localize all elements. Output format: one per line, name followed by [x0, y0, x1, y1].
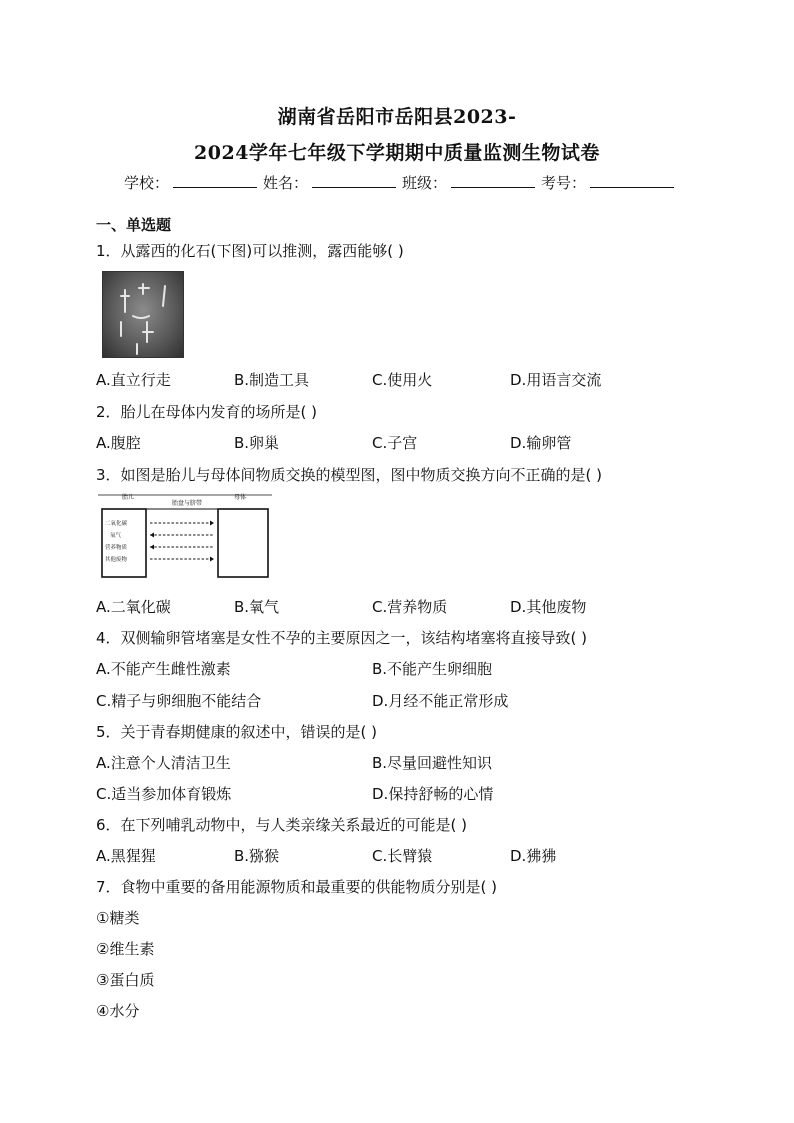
diagram-mother-label: 母体: [234, 494, 247, 501]
question-7: 7．食物中重要的备用能源物质和最重要的供能物质分别是( ): [96, 878, 498, 896]
q2-option-d[interactable]: D.输卵管: [510, 434, 572, 452]
diagram-row-co2: 二氧化碳: [105, 521, 128, 527]
q2-option-c[interactable]: C.子宫: [372, 434, 418, 452]
q3-option-a[interactable]: A.二氧化碳: [96, 598, 171, 616]
lucy-fossil-image: [102, 271, 184, 358]
q5-option-c[interactable]: C.适当参加体育锻炼: [96, 785, 232, 803]
diagram-row-nutrients: 营养物质: [105, 545, 128, 551]
q3-option-c[interactable]: C.营养物质: [372, 598, 448, 616]
diagram-fetus-box: [102, 509, 146, 577]
q6-option-c[interactable]: C.长臂猿: [372, 847, 433, 865]
q1-option-b[interactable]: B.制造工具: [234, 371, 310, 389]
diagram-placenta-label: 胎盘与脐带: [172, 500, 203, 507]
diagram-mother-box: [218, 509, 268, 577]
q6-option-a[interactable]: A.黑猩猩: [96, 847, 156, 865]
question-5: 5．关于青春期健康的叙述中，错误的是( ): [96, 723, 378, 741]
name-label: 姓名：: [263, 174, 309, 192]
q7-item-4: ④水分: [96, 1002, 140, 1020]
exam-no-blank[interactable]: [590, 172, 674, 188]
q1-option-c[interactable]: C.使用火: [372, 371, 433, 389]
q7-item-2: ②维生素: [96, 940, 155, 958]
diagram-row-o2: 氧气: [110, 533, 122, 539]
school-label: 学校：: [124, 174, 170, 192]
exam-title-line2: 2024学年七年级下学期期中质量监测生物试卷: [194, 142, 600, 164]
q6-option-d[interactable]: D.狒狒: [510, 847, 557, 865]
class-blank[interactable]: [451, 172, 535, 188]
q4-option-a[interactable]: A.不能产生雌性激素: [96, 660, 231, 678]
q1-option-d[interactable]: D.用语言交流: [510, 371, 602, 389]
section-heading: 一、单选题: [96, 216, 172, 234]
q5-option-d[interactable]: D.保持舒畅的心情: [372, 785, 494, 803]
q1-option-a[interactable]: A.直立行走: [96, 371, 171, 389]
diagram-fetus-label: 胎儿: [122, 494, 135, 501]
diagram-row-waste: 其他废物: [105, 557, 128, 563]
class-label: 班级：: [402, 174, 448, 192]
q4-option-d[interactable]: D.月经不能正常形成: [372, 692, 509, 710]
school-blank[interactable]: [173, 172, 257, 188]
question-4: 4．双侧输卵管堵塞是女性不孕的主要原因之一，该结构堵塞将直接导致( ): [96, 629, 588, 647]
q2-option-b[interactable]: B.卵巢: [234, 434, 280, 452]
name-blank[interactable]: [312, 172, 396, 188]
question-1: 1．从露西的化石(下图)可以推测，露西能够( ): [96, 242, 404, 260]
exam-title-line1: 湖南省岳阳市岳阳县2023-: [277, 106, 517, 128]
placenta-exchange-diagram: [98, 491, 272, 581]
q7-item-3: ③蛋白质: [96, 971, 155, 989]
q3-option-d[interactable]: D.其他废物: [510, 598, 587, 616]
q4-option-c[interactable]: C.精子与卵细胞不能结合: [96, 692, 262, 710]
q7-item-1: ①糖类: [96, 909, 140, 927]
fossil-bones-icon: [103, 272, 183, 357]
q6-option-b[interactable]: B.猕猴: [234, 847, 280, 865]
question-3: 3．如图是胎儿与母体间物质交换的模型图，图中物质交换方向不正确的是( ): [96, 466, 603, 484]
q5-option-b[interactable]: B.尽量回避性知识: [372, 754, 493, 772]
question-6: 6．在下列哺乳动物中，与人类亲缘关系最近的可能是( ): [96, 816, 468, 834]
exam-no-label: 考号：: [541, 174, 587, 192]
q5-option-a[interactable]: A.注意个人清洁卫生: [96, 754, 231, 772]
q2-option-a[interactable]: A.腹腔: [96, 434, 141, 452]
q3-option-b[interactable]: B.氧气: [234, 598, 280, 616]
q4-option-b[interactable]: B.不能产生卵细胞: [372, 660, 493, 678]
student-info-row: [124, 172, 676, 193]
question-2: 2．胎儿在母体内发育的场所是( ): [96, 403, 318, 421]
